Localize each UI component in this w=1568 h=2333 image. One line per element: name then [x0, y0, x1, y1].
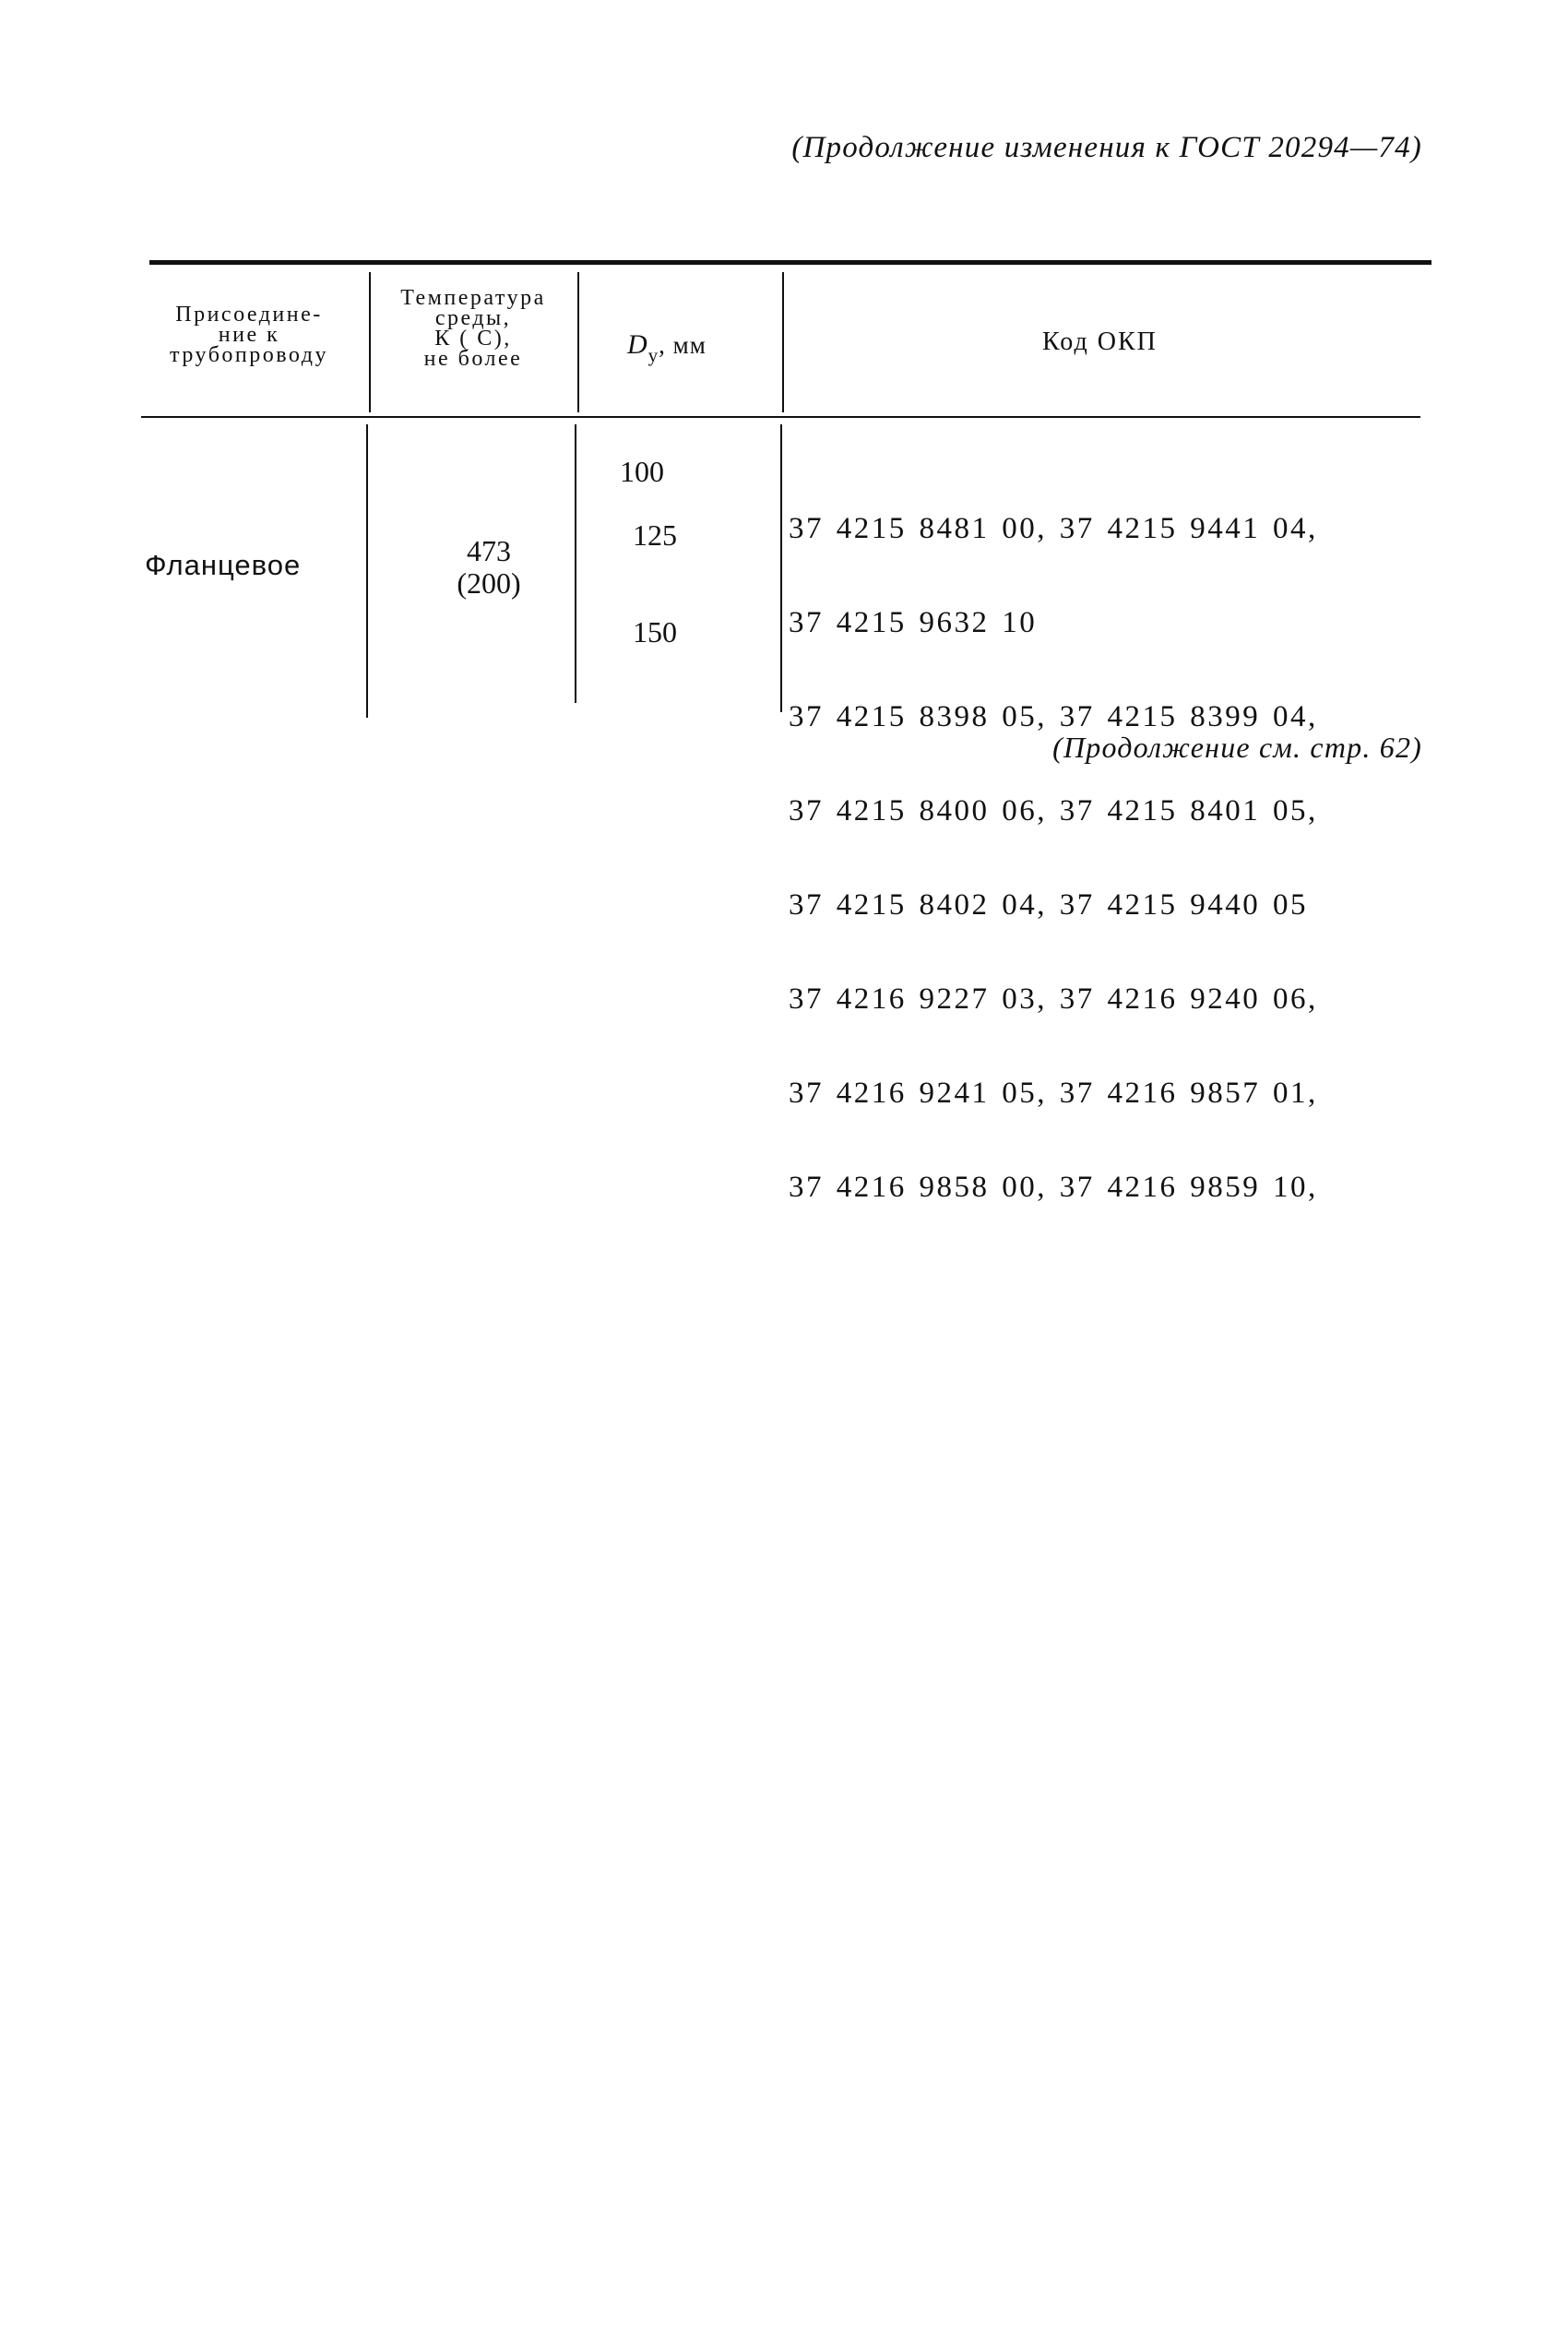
okp-code-line: 37 4215 8402 04, 37 4215 9440 05: [789, 888, 1308, 922]
header-dy-symbol: D: [627, 329, 648, 360]
cell-dy-value: 125: [633, 518, 677, 552]
table-top-rule: [149, 260, 1431, 265]
cell-dy-value: 150: [633, 615, 677, 649]
header-temperature-line: Температура: [400, 286, 546, 310]
cell-temperature-line: 473: [467, 534, 511, 567]
header-connection: [138, 304, 360, 365]
header-connection-line: трубопроводу: [170, 343, 328, 367]
header-okp-code: Код ОКП: [1042, 327, 1158, 356]
header-dy-unit: , мм: [659, 331, 707, 359]
okp-code-line: 37 4216 9858 00, 37 4216 9859 10,: [789, 1171, 1318, 1204]
okp-code-line: 37 4216 9227 03, 37 4216 9240 06,: [789, 982, 1318, 1016]
header-temperature: [373, 288, 574, 369]
okp-code-line: 37 4215 8481 00, 37 4215 9441 04,: [789, 512, 1318, 545]
okp-code-line: 37 4216 9241 05, 37 4216 9857 01,: [789, 1077, 1318, 1110]
header-dy: [627, 329, 707, 366]
body-divider-2: [575, 424, 576, 703]
header-divider-3: [782, 272, 784, 412]
header-bottom-rule: [141, 416, 1420, 418]
okp-code-line: 37 4215 8400 06, 37 4215 8401 05,: [789, 794, 1318, 827]
cell-connection: Фланцевое: [145, 549, 302, 581]
body-divider-1: [366, 424, 368, 718]
okp-code-line: 37 4215 8398 05, 37 4215 8399 04,: [789, 700, 1318, 733]
running-head: (Продолжение изменения к ГОСТ 20294—74): [791, 131, 1422, 164]
header-connection-line: Присоедине-: [175, 303, 323, 327]
header-connection-line: ние к: [218, 323, 280, 347]
cell-temperature: [415, 535, 563, 600]
header-temperature-line: К ( С),: [434, 327, 512, 351]
header-temperature-line: не более: [423, 347, 523, 371]
cell-okp-codes: [789, 450, 1318, 1266]
header-temperature-line: среды,: [434, 306, 512, 330]
body-divider-3: [780, 424, 782, 712]
header-divider-1: [369, 272, 371, 412]
continuation-note: (Продолжение см. стр. 62): [1052, 731, 1422, 764]
cell-dy-value: 100: [620, 455, 664, 488]
cell-temperature-line: (200): [457, 566, 521, 600]
okp-code-line: 37 4215 9632 10: [789, 606, 1038, 639]
header-divider-2: [577, 272, 579, 412]
header-dy-subscript: у: [647, 344, 659, 366]
